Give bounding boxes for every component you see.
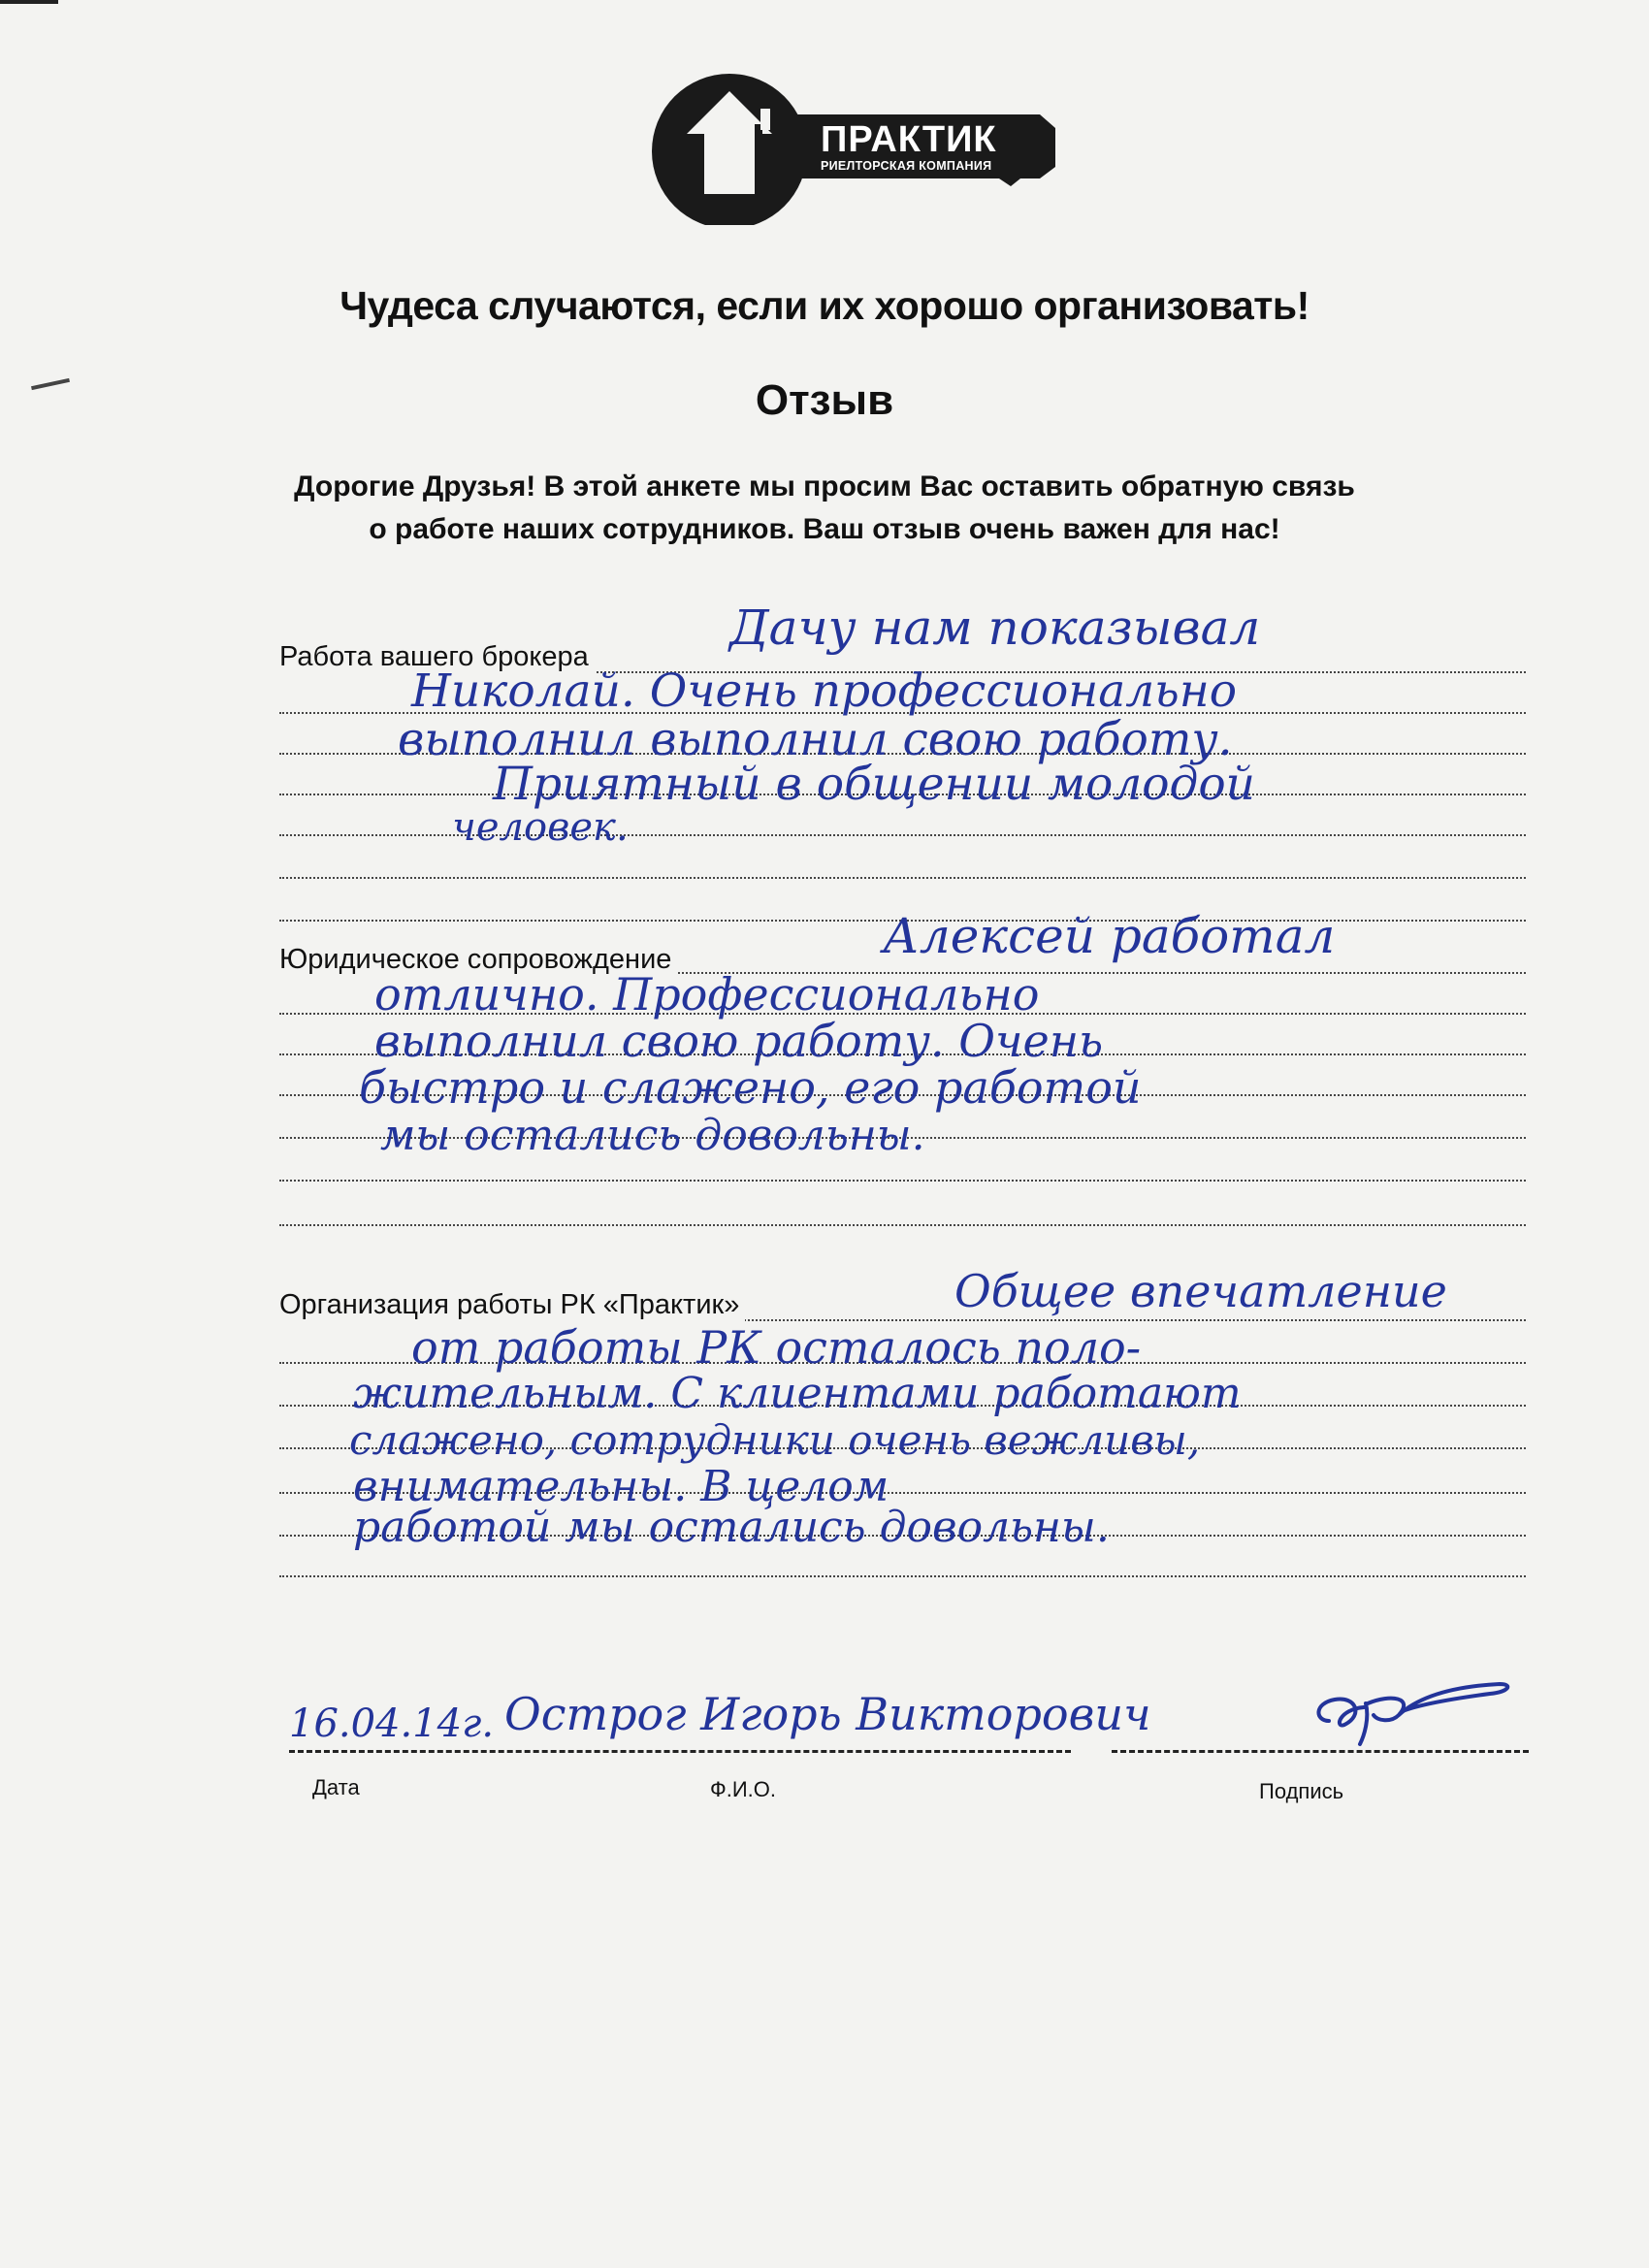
date-label: Дата xyxy=(312,1775,360,1799)
broker-comment-line: Приятный в общении молодой xyxy=(493,758,1255,811)
legal-comment-line: мы остались довольны. xyxy=(380,1111,925,1160)
legal-comment-line: быстро и слажено, его работой xyxy=(359,1061,1142,1114)
legal-comment-line: выполнил свою работу. Очень xyxy=(374,1015,1104,1067)
broker-comment-line: человек. xyxy=(452,805,629,850)
broker-comment-line: выполнил выполнил свою работу. xyxy=(398,713,1233,766)
organization-comment-line: слажено, сотрудники очень вежливы, xyxy=(349,1416,1201,1464)
broker-comment-line: Николай. Очень профессионально xyxy=(411,664,1238,718)
date-value: 16.04.14г. xyxy=(289,1701,495,1746)
signature-label: Подпись xyxy=(1259,1779,1344,1803)
signature-line xyxy=(1112,1750,1529,1753)
organization-comment-line: Общее впечатление xyxy=(954,1265,1447,1317)
organization-comment-line: работой мы остались довольны. xyxy=(353,1503,1110,1552)
logo-subtitle: РИЕЛТОРСКАЯ КОМПАНИЯ xyxy=(821,159,992,173)
intro-text xyxy=(0,466,1649,551)
intro-line-1: Дорогие Друзья! В этой анкете мы просим Вас оставить обратную связь xyxy=(294,470,1355,502)
legal-label: Юридическое сопровождение xyxy=(279,943,677,976)
broker-label: Работа вашего брокера xyxy=(279,640,595,673)
form-rule xyxy=(279,877,1526,879)
form-rule xyxy=(279,1224,1526,1226)
form-rule xyxy=(279,1575,1526,1577)
name-value: Острог Игорь Викторович xyxy=(504,1688,1151,1740)
organization-comment-line: жительным. С клиентами работают xyxy=(353,1369,1242,1418)
legal-comment-line: отлично. Профессионально xyxy=(374,968,1040,1021)
organization-comment-line: от работы РК осталось поло- xyxy=(411,1321,1142,1374)
broker-comment-line: Дачу нам показывал xyxy=(729,599,1261,656)
organization-comment-line: внимательны. В целом xyxy=(353,1462,889,1511)
name-label: Ф.И.О. xyxy=(710,1777,776,1801)
company-logo xyxy=(648,70,1075,225)
organization-label: Организация работы РК «Практик» xyxy=(279,1288,745,1321)
handwritten-signature-icon xyxy=(1306,1665,1529,1752)
logo-name: ПРАКТИК xyxy=(821,119,997,160)
page-title: Отзыв xyxy=(755,376,894,424)
slogan: Чудеса случаются, если их хорошо организовать! xyxy=(340,283,1310,328)
date-name-signature-line xyxy=(289,1750,1071,1753)
scan-artifact xyxy=(0,0,58,4)
form-rule xyxy=(279,1180,1526,1182)
legal-comment-line: Алексей работал xyxy=(883,908,1336,964)
intro-line-2: о работе наших сотрудников. Ваш отзыв очень важен для нас! xyxy=(369,513,1280,545)
